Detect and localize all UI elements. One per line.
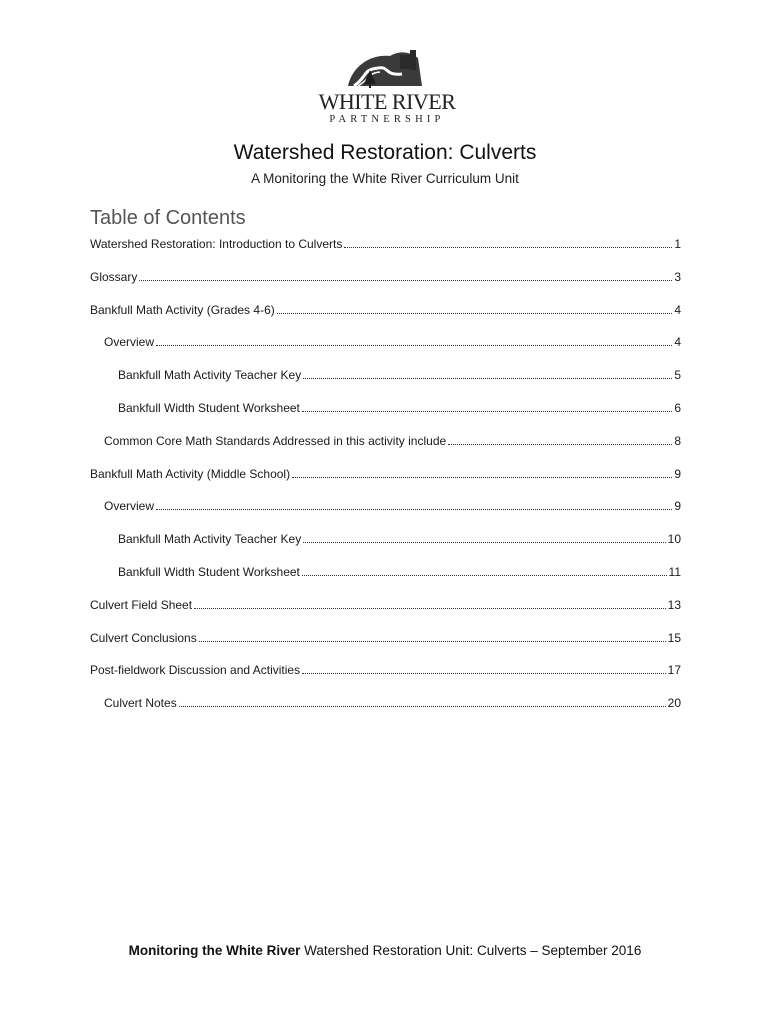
toc-entry[interactable] — [90, 269, 681, 285]
toc-entry-page: 13 — [667, 598, 681, 612]
toc-entry-page: 17 — [667, 663, 681, 677]
toc-dot-leader — [292, 477, 672, 478]
toc-entry-title: Bankfull Math Activity (Grades 4-6) — [90, 303, 275, 317]
toc-entry[interactable] — [90, 302, 681, 318]
toc-entry[interactable] — [104, 695, 681, 711]
logo-subtitle: PARTNERSHIP — [329, 114, 445, 125]
toc-entry-title: Bankfull Width Student Worksheet — [118, 401, 300, 415]
toc-dot-leader — [302, 673, 666, 674]
toc-entry-title: Culvert Conclusions — [90, 631, 197, 645]
toc-dot-leader — [303, 542, 665, 543]
toc-entry[interactable] — [104, 334, 681, 350]
toc-entry-title: Glossary — [90, 270, 138, 284]
toc-dot-leader — [156, 345, 672, 346]
toc-entry-page: 15 — [667, 631, 681, 645]
toc-dot-leader — [156, 509, 672, 510]
toc-entry[interactable] — [104, 498, 681, 514]
toc-entry-page: 5 — [674, 368, 681, 382]
toc-entry[interactable] — [90, 662, 681, 678]
toc-entry[interactable] — [104, 433, 681, 449]
toc-dot-leader — [139, 280, 672, 281]
toc-dot-leader — [344, 247, 672, 248]
toc-dot-leader — [448, 444, 672, 445]
toc-entry-title: Watershed Restoration: Introduction to Culverts — [90, 237, 343, 251]
toc-entry-title: Culvert Notes — [104, 696, 177, 710]
toc-entry-page: 3 — [674, 270, 681, 284]
toc-dot-leader — [302, 575, 667, 576]
toc-entry-title: Bankfull Width Student Worksheet — [118, 565, 300, 579]
toc-entry-page: 6 — [674, 401, 681, 415]
toc-entry-title: Overview — [104, 499, 155, 513]
logo-name: WHITE RIVER — [318, 89, 456, 114]
footer-unit-info: Watershed Restoration Unit: Culverts – September 2016 — [300, 943, 642, 958]
toc-entry[interactable] — [118, 367, 681, 383]
toc-dot-leader — [199, 641, 666, 642]
toc-entry[interactable] — [90, 597, 681, 613]
toc-entry-title: Bankfull Math Activity (Middle School) — [90, 467, 291, 481]
toc-entry-page: 10 — [667, 532, 681, 546]
toc-entry-page: 4 — [674, 303, 681, 317]
toc-entry-page: 9 — [674, 499, 681, 513]
toc-entry-title: Common Core Math Standards Addressed in this activity include — [104, 434, 447, 448]
toc-dot-leader — [303, 378, 672, 379]
toc-dot-leader — [277, 313, 673, 314]
footer-program-name: Monitoring the White River — [128, 943, 301, 958]
toc-dot-leader — [302, 411, 672, 412]
toc-entry[interactable] — [90, 630, 681, 646]
toc-entry-page: 4 — [674, 335, 681, 349]
toc-entry-title: Post-fieldwork Discussion and Activities — [90, 663, 301, 677]
toc-entry-page: 11 — [668, 565, 681, 579]
toc-entry-title: Bankfull Math Activity Teacher Key — [118, 368, 302, 382]
toc-entry-page: 20 — [667, 696, 681, 710]
toc-dot-leader — [179, 706, 666, 707]
toc-dot-leader — [194, 608, 666, 609]
toc-entry-title: Overview — [104, 335, 155, 349]
toc-entry-page: 9 — [674, 467, 681, 481]
toc-heading: Table of Contents — [90, 207, 246, 229]
toc-entry-page: 8 — [674, 434, 681, 448]
toc-entry-page: 1 — [674, 237, 681, 251]
toc-entry-title: Culvert Field Sheet — [90, 598, 193, 612]
document-subtitle: A Monitoring the White River Curriculum Unit — [251, 171, 519, 186]
page-footer — [0, 943, 770, 958]
toc-entry[interactable] — [118, 531, 681, 547]
toc-entry-title: Bankfull Math Activity Teacher Key — [118, 532, 302, 546]
toc-entry[interactable] — [90, 236, 681, 252]
toc-entry[interactable] — [118, 564, 681, 580]
document-title: Watershed Restoration: Culverts — [233, 141, 537, 164]
toc-entry[interactable] — [90, 466, 681, 482]
table-of-contents — [90, 0, 681, 1024]
toc-entry[interactable] — [118, 400, 681, 416]
